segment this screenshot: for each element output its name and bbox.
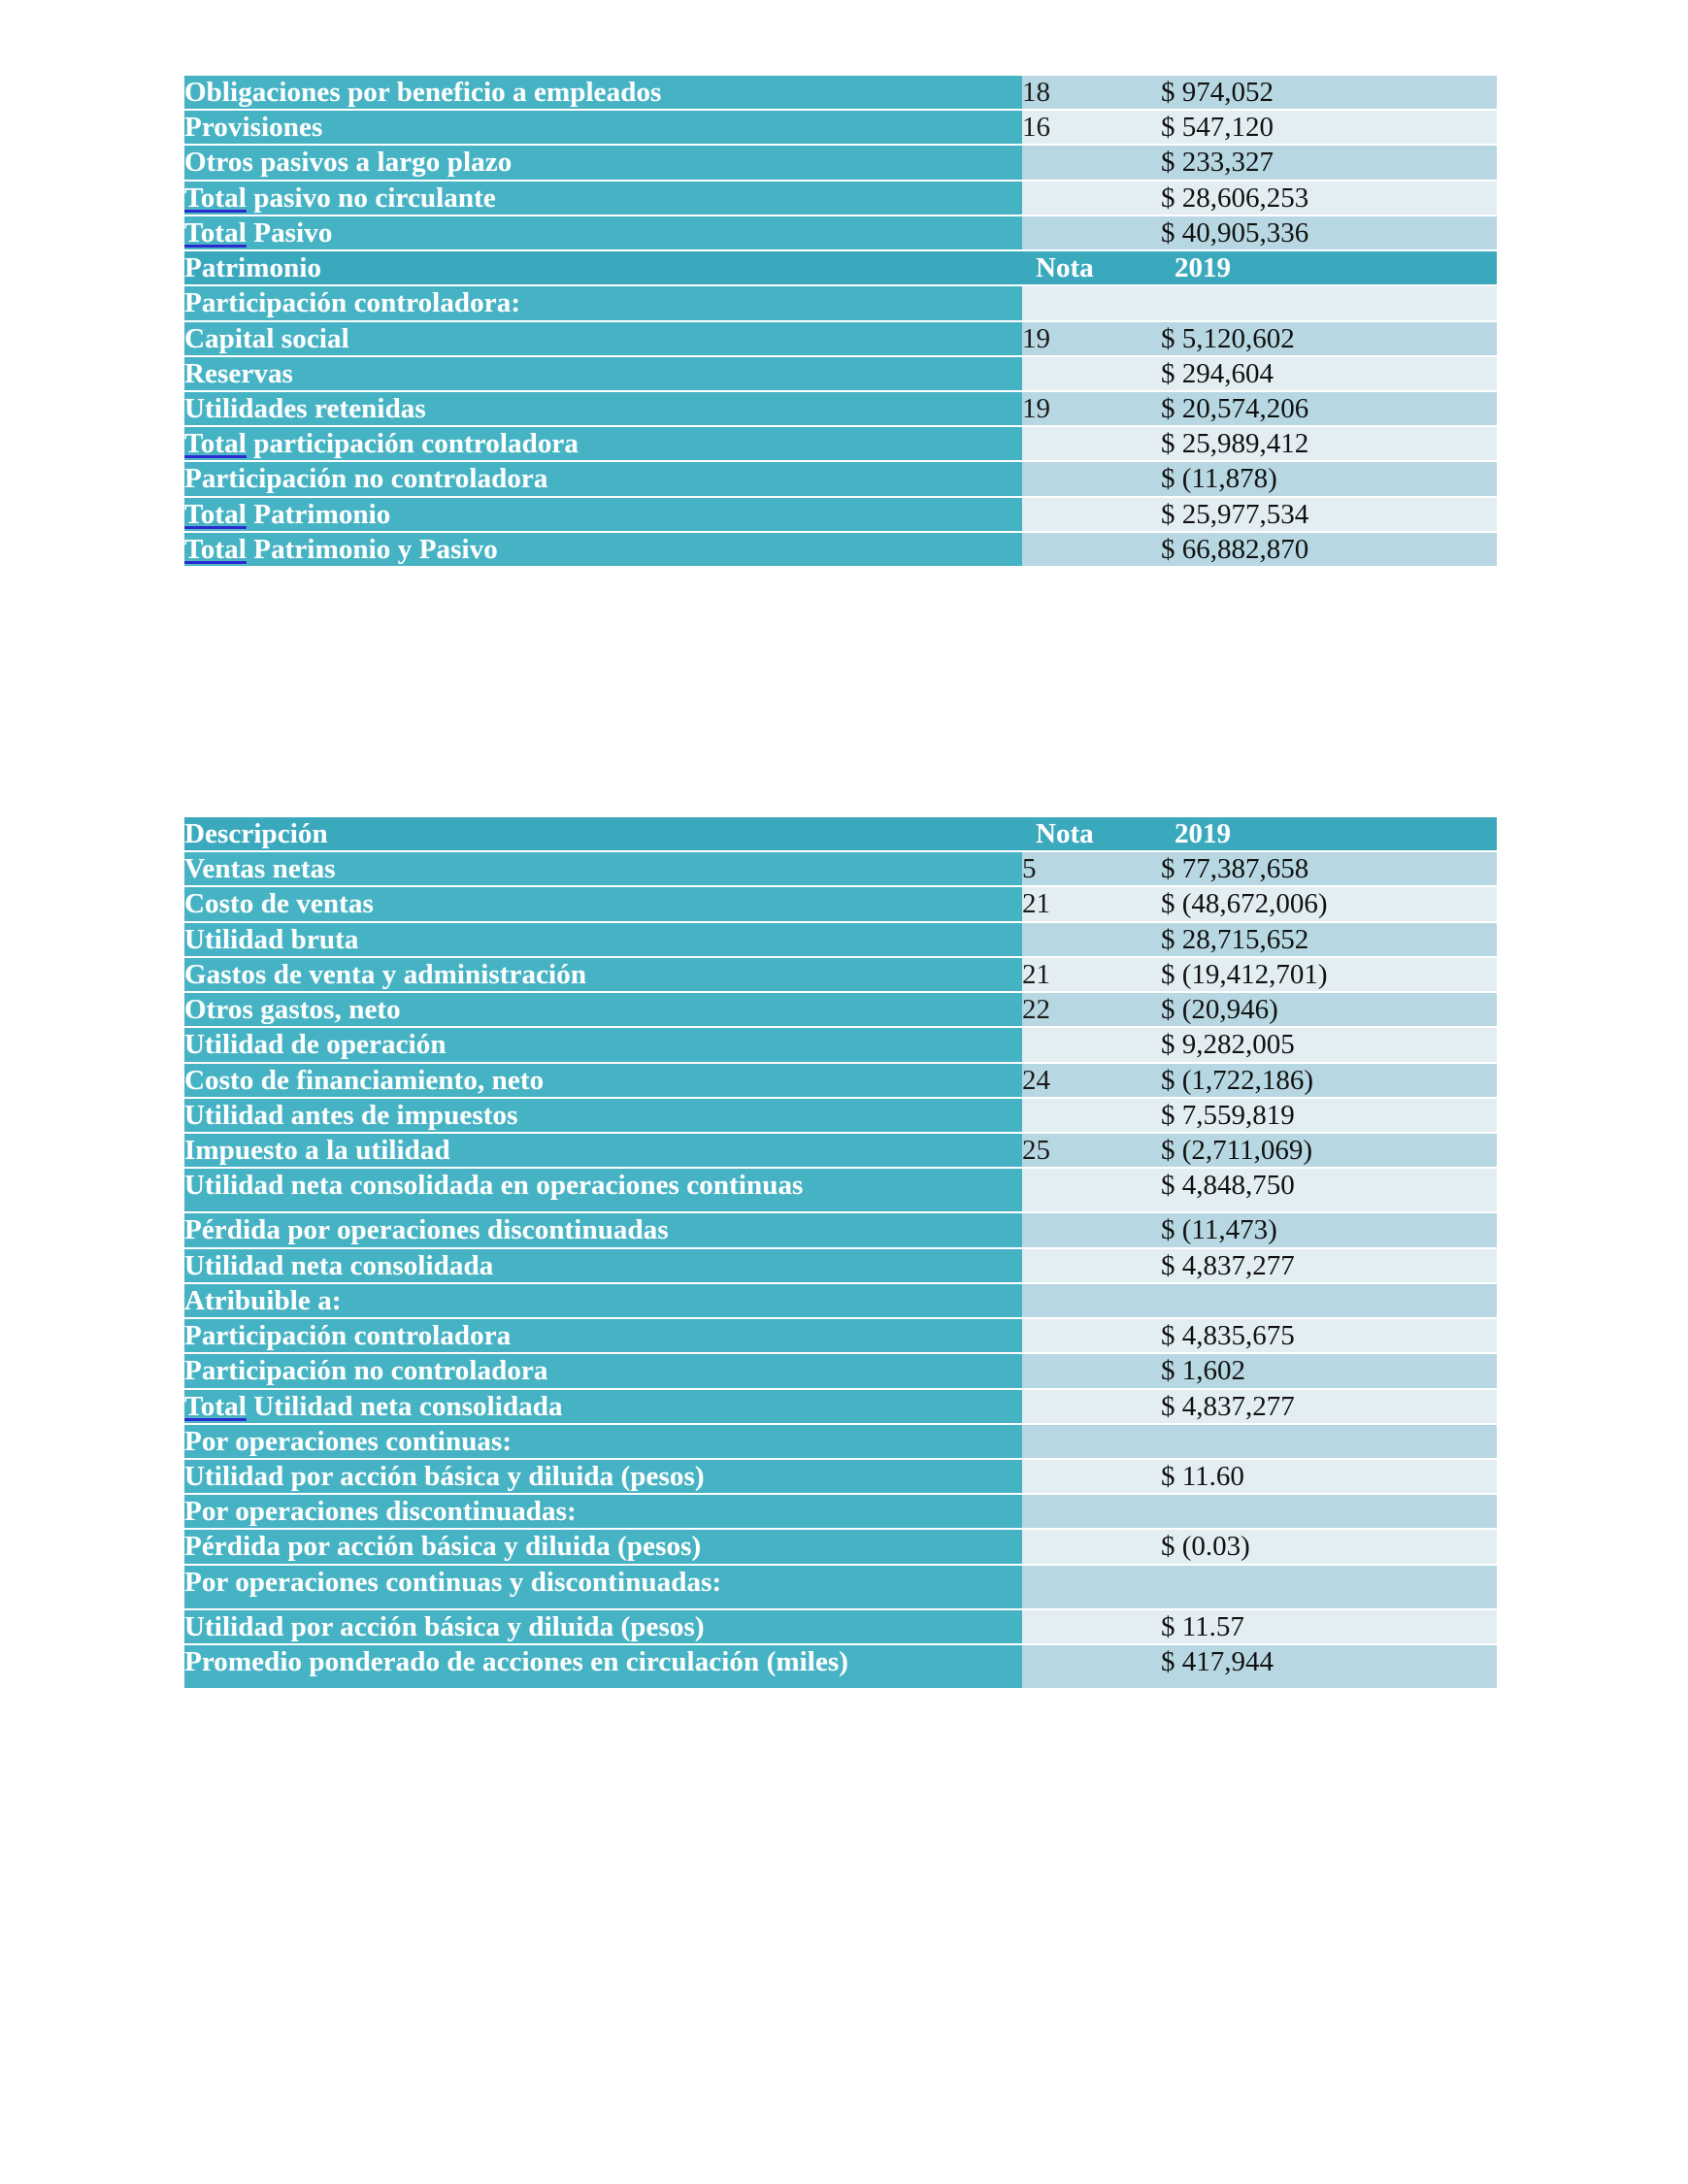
row-note-ref: [1022, 1566, 1161, 1608]
table-row: [184, 1390, 1497, 1423]
row-value: $ 25,989,412: [1161, 427, 1497, 460]
row-value: $ 5,120,602: [1161, 322, 1497, 355]
row-value: $ 233,327: [1161, 146, 1497, 179]
table-row: [184, 1064, 1497, 1097]
table-row: [184, 887, 1497, 920]
row-value: $ 77,387,658: [1161, 852, 1497, 885]
table-section-header-row: [184, 817, 1497, 850]
row-note-ref: 18: [1022, 76, 1161, 109]
table-row: [184, 958, 1497, 991]
row-note-ref: 25: [1022, 1134, 1161, 1167]
table-row: [184, 146, 1497, 179]
row-label: Gastos de venta y administración: [184, 958, 1022, 991]
row-value: $ (0.03): [1161, 1530, 1497, 1563]
table-row: [184, 923, 1497, 956]
row-value: $ (11,473): [1161, 1213, 1497, 1246]
row-label: Costo de financiamiento, neto: [184, 1064, 1022, 1097]
row-note-ref: [1022, 1213, 1161, 1246]
row-note-ref: [1022, 357, 1161, 390]
table-row: [184, 462, 1497, 495]
row-label-text: participación controladora: [253, 428, 579, 460]
row-value: $ 9,282,005: [1161, 1028, 1497, 1061]
spellcheck-underlined-word: Total: [184, 182, 247, 214]
row-label-text: Pasivo: [253, 216, 333, 248]
row-note-ref: [1022, 1028, 1161, 1061]
table-row: [184, 427, 1497, 460]
balance-sheet-body: [184, 76, 1497, 566]
row-value: $ 28,606,253: [1161, 182, 1497, 215]
row-value: $ (1,722,186): [1161, 1064, 1497, 1097]
row-value: $ (11,878): [1161, 462, 1497, 495]
table-section-header-row: [184, 251, 1497, 284]
row-note-ref: [1022, 1169, 1161, 1211]
table-row: [184, 357, 1497, 390]
row-note-ref: [1022, 1390, 1161, 1423]
row-label: Utilidades retenidas: [184, 392, 1022, 425]
row-label-text: Patrimonio: [253, 498, 391, 530]
row-label: Atribuible a:: [184, 1284, 1022, 1317]
row-label: Utilidad antes de impuestos: [184, 1099, 1022, 1132]
spellcheck-underlined-word: Total: [184, 1390, 247, 1422]
table-row: [184, 1566, 1497, 1608]
row-label: Pérdida por operaciones discontinuadas: [184, 1213, 1022, 1246]
row-note-ref: [1022, 1249, 1161, 1282]
row-note-ref: [1022, 1645, 1161, 1688]
row-note-ref: [1022, 1460, 1161, 1493]
row-label: Por operaciones discontinuadas:: [184, 1495, 1022, 1528]
row-value: $ 7,559,819: [1161, 1099, 1497, 1132]
row-note-ref: [1022, 216, 1161, 249]
row-value: $ (20,946): [1161, 993, 1497, 1026]
row-note-ref: [1022, 1099, 1161, 1132]
row-note-ref: [1022, 462, 1161, 495]
row-note-ref: 19: [1022, 322, 1161, 355]
row-label: [184, 216, 1022, 249]
table-row: [184, 1354, 1497, 1387]
table-row: [184, 392, 1497, 425]
row-value: $ 11.57: [1161, 1610, 1497, 1643]
table-row: [184, 1284, 1497, 1317]
row-value: [1161, 1284, 1497, 1317]
row-note-ref: [1022, 498, 1161, 531]
row-value: $ 4,848,750: [1161, 1169, 1497, 1211]
row-value: $ 25,977,534: [1161, 498, 1497, 531]
row-value: [1161, 286, 1497, 319]
row-value: [1161, 1425, 1497, 1458]
table-row: [184, 1460, 1497, 1493]
row-label: Otros pasivos a largo plazo: [184, 146, 1022, 179]
row-note-ref: [1022, 1495, 1161, 1528]
income-statement-table: [184, 815, 1497, 1690]
row-note-ref: [1022, 1530, 1161, 1563]
row-label: Obligaciones por beneficio a empleados: [184, 76, 1022, 109]
row-value: 2019: [1161, 251, 1497, 284]
balance-sheet-table: [184, 74, 1497, 568]
row-label: Provisiones: [184, 111, 1022, 144]
row-note-ref: [1022, 1610, 1161, 1643]
row-label: [184, 182, 1022, 215]
table-row: [184, 533, 1497, 566]
row-note-ref: [1022, 427, 1161, 460]
row-note-ref: 5: [1022, 852, 1161, 885]
row-value: $ 11.60: [1161, 1460, 1497, 1493]
table-row: [184, 1249, 1497, 1282]
row-value: $ (48,672,006): [1161, 887, 1497, 920]
table-row: [184, 1495, 1497, 1528]
section-header-label: Descripción: [184, 817, 1022, 850]
table-row: [184, 1213, 1497, 1246]
row-note-ref: [1022, 1354, 1161, 1387]
row-value: $ 417,944: [1161, 1645, 1497, 1688]
row-note-ref: [1022, 182, 1161, 215]
row-label: Utilidad por acción básica y diluida (pesos): [184, 1610, 1022, 1643]
row-note-ref: Nota: [1022, 817, 1161, 850]
row-label: Participación no controladora: [184, 462, 1022, 495]
row-note-ref: [1022, 1284, 1161, 1317]
row-label: Utilidad neta consolidada en operaciones continuas: [184, 1169, 1022, 1211]
row-value: $ 4,835,675: [1161, 1319, 1497, 1352]
table-row: [184, 993, 1497, 1026]
row-value: $ 4,837,277: [1161, 1249, 1497, 1282]
row-value: $ 66,882,870: [1161, 533, 1497, 566]
row-label-text: Utilidad neta consolidada: [253, 1390, 563, 1422]
table-row: [184, 1028, 1497, 1061]
table-row: [184, 286, 1497, 319]
row-label: Reservas: [184, 357, 1022, 390]
row-label: Por operaciones continuas y discontinuadas:: [184, 1566, 1022, 1608]
table-row: [184, 498, 1497, 531]
row-label: Utilidad por acción básica y diluida (pesos): [184, 1460, 1022, 1493]
table-row: [184, 1099, 1497, 1132]
spellcheck-underlined-word: Total: [184, 428, 247, 460]
row-value: $ 20,574,206: [1161, 392, 1497, 425]
row-note-ref: 24: [1022, 1064, 1161, 1097]
row-value: $ 40,905,336: [1161, 216, 1497, 249]
row-label: Utilidad bruta: [184, 923, 1022, 956]
row-label: Ventas netas: [184, 852, 1022, 885]
row-note-ref: 22: [1022, 993, 1161, 1026]
row-note-ref: Nota: [1022, 251, 1161, 284]
row-label: Utilidad de operación: [184, 1028, 1022, 1061]
row-value: $ 294,604: [1161, 357, 1497, 390]
row-label: Impuesto a la utilidad: [184, 1134, 1022, 1167]
row-value: $ 4,837,277: [1161, 1390, 1497, 1423]
row-note-ref: 19: [1022, 392, 1161, 425]
row-label: [184, 533, 1022, 566]
table-row: [184, 216, 1497, 249]
row-label: Por operaciones continuas:: [184, 1425, 1022, 1458]
row-value: $ 1,602: [1161, 1354, 1497, 1387]
row-label: [184, 498, 1022, 531]
table-row: [184, 1169, 1497, 1211]
row-note-ref: [1022, 286, 1161, 319]
spellcheck-underlined-word: Total: [184, 533, 247, 565]
table-row: [184, 1530, 1497, 1563]
row-note-ref: 21: [1022, 958, 1161, 991]
table-row: [184, 1134, 1497, 1167]
row-label: Participación controladora:: [184, 286, 1022, 319]
table-row: [184, 1425, 1497, 1458]
row-value: [1161, 1495, 1497, 1528]
row-note-ref: [1022, 1319, 1161, 1352]
row-label: [184, 1390, 1022, 1423]
row-note-ref: [1022, 923, 1161, 956]
row-label: Otros gastos, neto: [184, 993, 1022, 1026]
table-row: [184, 111, 1497, 144]
row-label: Capital social: [184, 322, 1022, 355]
row-label: Participación no controladora: [184, 1354, 1022, 1387]
table-row: [184, 1319, 1497, 1352]
income-statement-body: [184, 817, 1497, 1688]
row-label: Costo de ventas: [184, 887, 1022, 920]
row-value: $ 28,715,652: [1161, 923, 1497, 956]
row-label: Pérdida por acción básica y diluida (pesos): [184, 1530, 1022, 1563]
row-note-ref: 16: [1022, 111, 1161, 144]
row-label-text: Patrimonio y Pasivo: [253, 533, 498, 565]
row-label: Participación controladora: [184, 1319, 1022, 1352]
section-header-label: Patrimonio: [184, 251, 1022, 284]
spellcheck-underlined-word: Total: [184, 216, 247, 248]
row-value: $ 547,120: [1161, 111, 1497, 144]
spellcheck-underlined-word: Total: [184, 498, 247, 530]
row-note-ref: [1022, 146, 1161, 179]
row-value: [1161, 1566, 1497, 1608]
row-value: $ 974,052: [1161, 76, 1497, 109]
row-label: Promedio ponderado de acciones en circulación (miles): [184, 1645, 1022, 1688]
table-row: [184, 1645, 1497, 1688]
row-value: $ (19,412,701): [1161, 958, 1497, 991]
table-row: [184, 1610, 1497, 1643]
row-value: $ (2,711,069): [1161, 1134, 1497, 1167]
table-row: [184, 182, 1497, 215]
row-label: [184, 427, 1022, 460]
table-row: [184, 76, 1497, 109]
row-note-ref: 21: [1022, 887, 1161, 920]
table-row: [184, 852, 1497, 885]
row-label: Utilidad neta consolidada: [184, 1249, 1022, 1282]
row-note-ref: [1022, 533, 1161, 566]
row-note-ref: [1022, 1425, 1161, 1458]
row-value: 2019: [1161, 817, 1497, 850]
row-label-text: pasivo no circulante: [253, 182, 496, 214]
table-row: [184, 322, 1497, 355]
